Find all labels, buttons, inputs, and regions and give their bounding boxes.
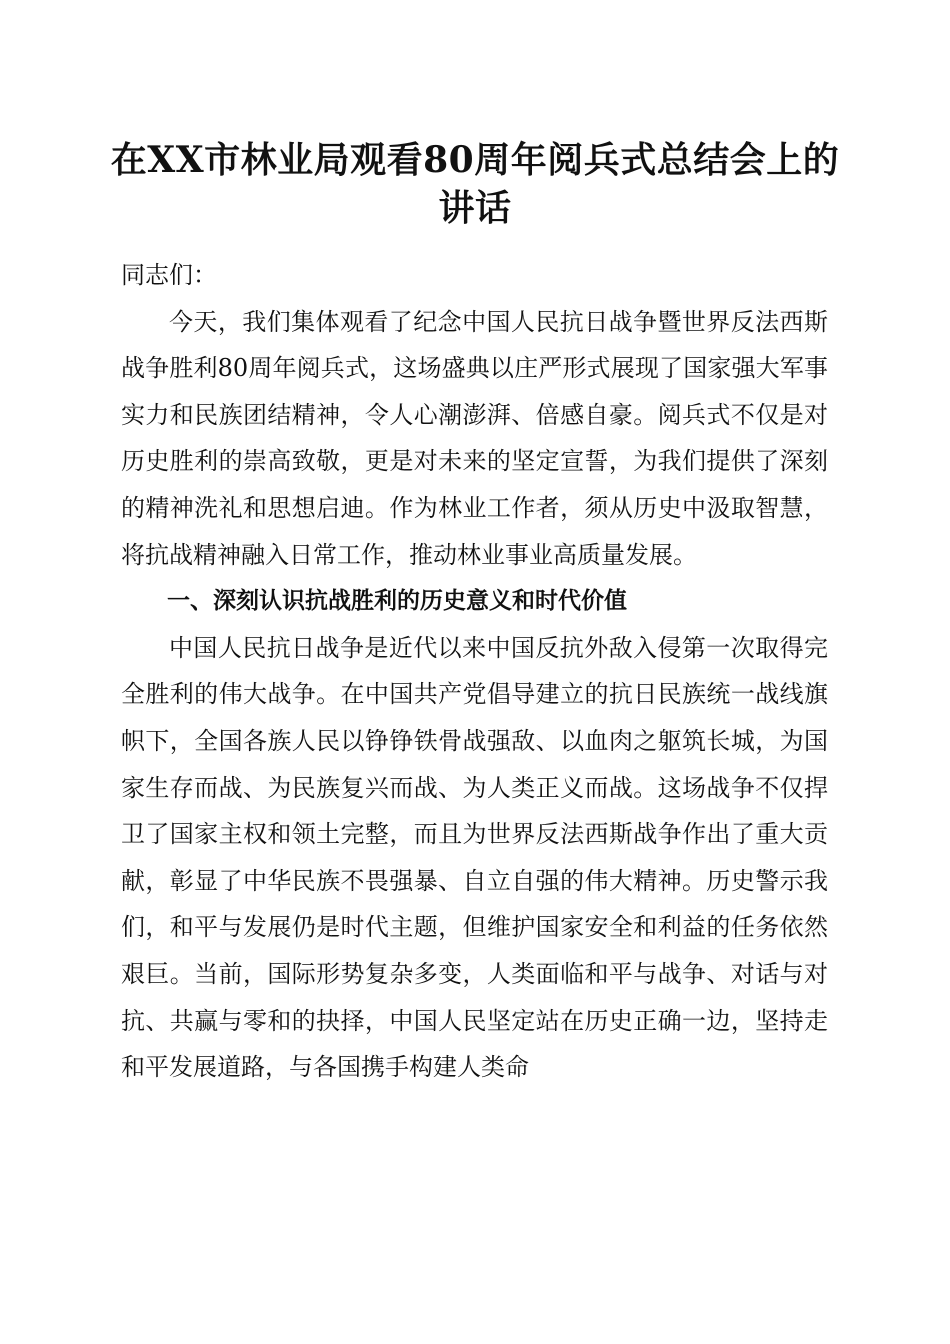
paragraph-intro: 今天，我们集体观看了纪念中国人民抗日战争暨世界反法西斯战争胜利80周年阅兵式，这场盛典以庄严形式展现了国家强大军事实力和民族团结精神，令人心潮澎湃、倍感自豪。阅兵式不仅是对历史胜利的崇高致敬，更是对未来的坚定宣誓，为我们提供了深刻的精神洗礼和思想启迪。作为林业工作者，须从历史中汲取智慧，将抗战精神融入日常工作，推动林业事业高质量发展。 (121, 307, 828, 569)
salutation: 同志们： (121, 261, 217, 289)
document-body (121, 252, 828, 1091)
document-title: 在XX市林业局观看80周年阅兵式总结会上的讲话 (110, 139, 840, 229)
section-heading-1: 一、深刻认识抗战胜利的历史意义和时代价值 (167, 588, 627, 615)
paragraph-section-1: 中国人民抗日战争是近代以来中国反抗外敌入侵第一次取得完全胜利的伟大战争。在中国共产党倡导建立的抗日民族统一战线旗帜下，全国各族人民以铮铮铁骨战强敌、以血肉之躯筑长城，为国家生存而战、为民族复兴而战、为人类正义而战。这场战争不仅捍卫了国家主权和领土完整，而且为世界反法西斯战争作出了重大贡献，彰显了中华民族不畏强暴、自立自强的伟大精神。历史警示我们，和平与发展仍是时代主题，但维护国家安全和利益的任务依然艰巨。当前，国际形势复杂多变，人类面临和平与战争、对话与对抗、共赢与零和的抉择，中国人民坚定站在历史正确一边，坚持走和平发展道路，与各国携手构建人类命 (121, 633, 828, 1082)
